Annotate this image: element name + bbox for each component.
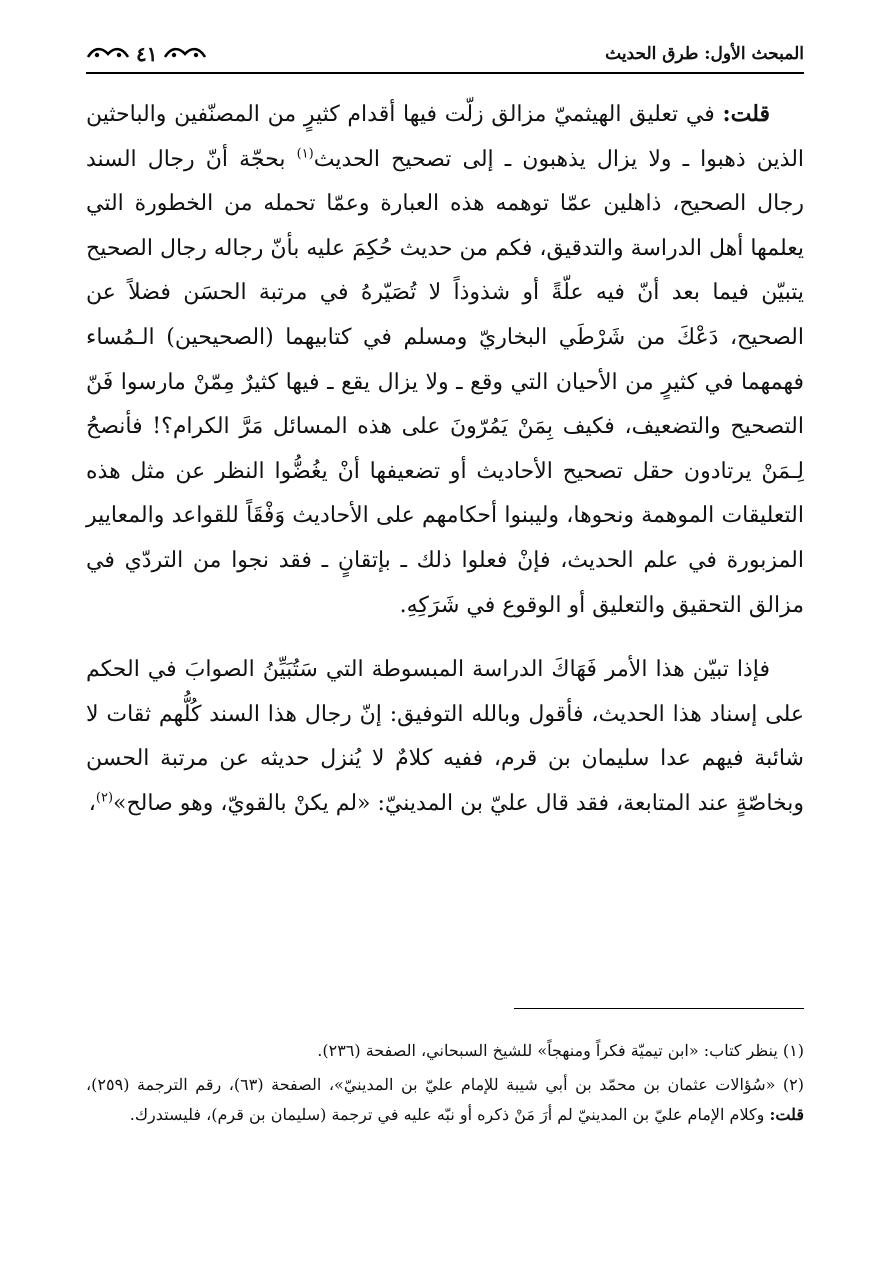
running-title: المبحث الأول: طرق الحديث bbox=[605, 44, 804, 64]
page-header bbox=[86, 36, 804, 72]
paragraph-2-text-a: فإذا تبيّن هذا الأمر فَهَاكَ الدراسة المبسوطة التي سَتُبَيِّنُ الصوابَ في الحكم على إسناد هذا الحديث، فأقول وبالله التوفيق: إنّ رجال هذا السند كُلُّهم ثقات لا شائبة فيهم عدا سليمان بن قرم، ففيه كلامٌ لا يُنزل حديثه عن مرتبة الحسن وبخاصّةٍ عند المتابعة، فقد قال عليّ بن المدينيّ: «لم يكنْ بالقويّ، وهو صالح» bbox=[86, 657, 804, 816]
paragraph-2-text-b: ، bbox=[88, 790, 96, 816]
footnote-2-text-a: (٢) «سُؤالات عثمان بن محمّد بن أبي شيبة للإمام عليّ بن المدينيّ»، الصفحة (٦٣)، رقم الترجمة (٢٥٩)، bbox=[86, 1075, 805, 1094]
paragraph-1-lead: قلت: bbox=[722, 101, 770, 127]
footnote-2-lead: قلت: bbox=[769, 1105, 804, 1124]
paragraph-1-text-b: بحجّة أنّ رجال السند رجال الصحيح، ذاهلين عمّا توهمه هذه العبارة وعمّا تحمله من الخطورة التي يعلمها أهل الدراسة والتدقيق، فكم من حديث حُكِمَ عليه بأنّ رجاله رجال الصحيح يتبيّن فيما بعد أنّ فيه علّةً أو شذوذاً لا تُصَيّرهُ في مرتبة الحسَن فضلاً عن الصحيح، دَعْكَ من شَرْطَي البخاريّ ومسلم في كتابيهما (الصحيحين) الـمُساء فهمهما في كثيرٍ من الأحيان التي وقع ـ ولا يزال يقع ـ فيها كثيرٌ مِمّنْ مارسوا فَنّ التصحيح والتضعيف، فكيف بِمَنْ يَمُرّونَ على هذه المسائل مَرَّ الكرام؟! فأنصحُ لِـمَنْ يرتادون حقل تصحيح الأحاديث أو تضعيفها أنْ يغُضُّوا النظر عن مثل هذه التعليقات الموهمة ونحوها، وليبنوا أحكامهم على الأحاديث وَفْقَاً للقواعد والمعايير المزبورة في علم الحديث، فإنْ فعلوا ذلك ـ بإتقانٍ ـ فقد نجوا من التردّي في مزالق التحقيق والتعليق أو الوقوع في شَرَكِهِ. bbox=[86, 146, 804, 618]
footnote-2 bbox=[86, 1070, 804, 1130]
footnote-2-text-b: وكلام الإمام عليّ بن المدينيّ لم أرَ مَنْ ذكره أو نبّه عليه في ترجمة (سليمان بن قرم)، فليستدرك. bbox=[129, 1105, 765, 1124]
footnote-ref-2[interactable]: (٢) bbox=[95, 790, 114, 806]
ornament-left-icon bbox=[86, 45, 130, 63]
paragraph-1 bbox=[86, 92, 804, 628]
page-number: ٤١ bbox=[136, 42, 158, 66]
paragraph-1-text-a: في تعليق الهيثميّ مزالق زلّت فيها أقدام كثيرٍ من المصنّفين والباحثين الذين ذهبوا ـ ولا يزال يذهبون ـ إلى تصحيح الحديث bbox=[86, 102, 805, 172]
footnote-1: (١) ينظر كتاب: «ابن تيميّة فكراً ومنهجاً» للشيخ السبحاني، الصفحة (٢٣٦). bbox=[317, 1041, 804, 1060]
header-rule bbox=[86, 72, 804, 74]
ornament-right-icon bbox=[163, 45, 207, 63]
paragraph-2 bbox=[86, 648, 804, 826]
main-text bbox=[86, 92, 804, 827]
footnotes bbox=[86, 1036, 804, 1134]
footnote-separator bbox=[514, 1008, 804, 1009]
footnote-ref-1[interactable]: (١) bbox=[296, 146, 314, 162]
page-number-group bbox=[86, 42, 207, 66]
